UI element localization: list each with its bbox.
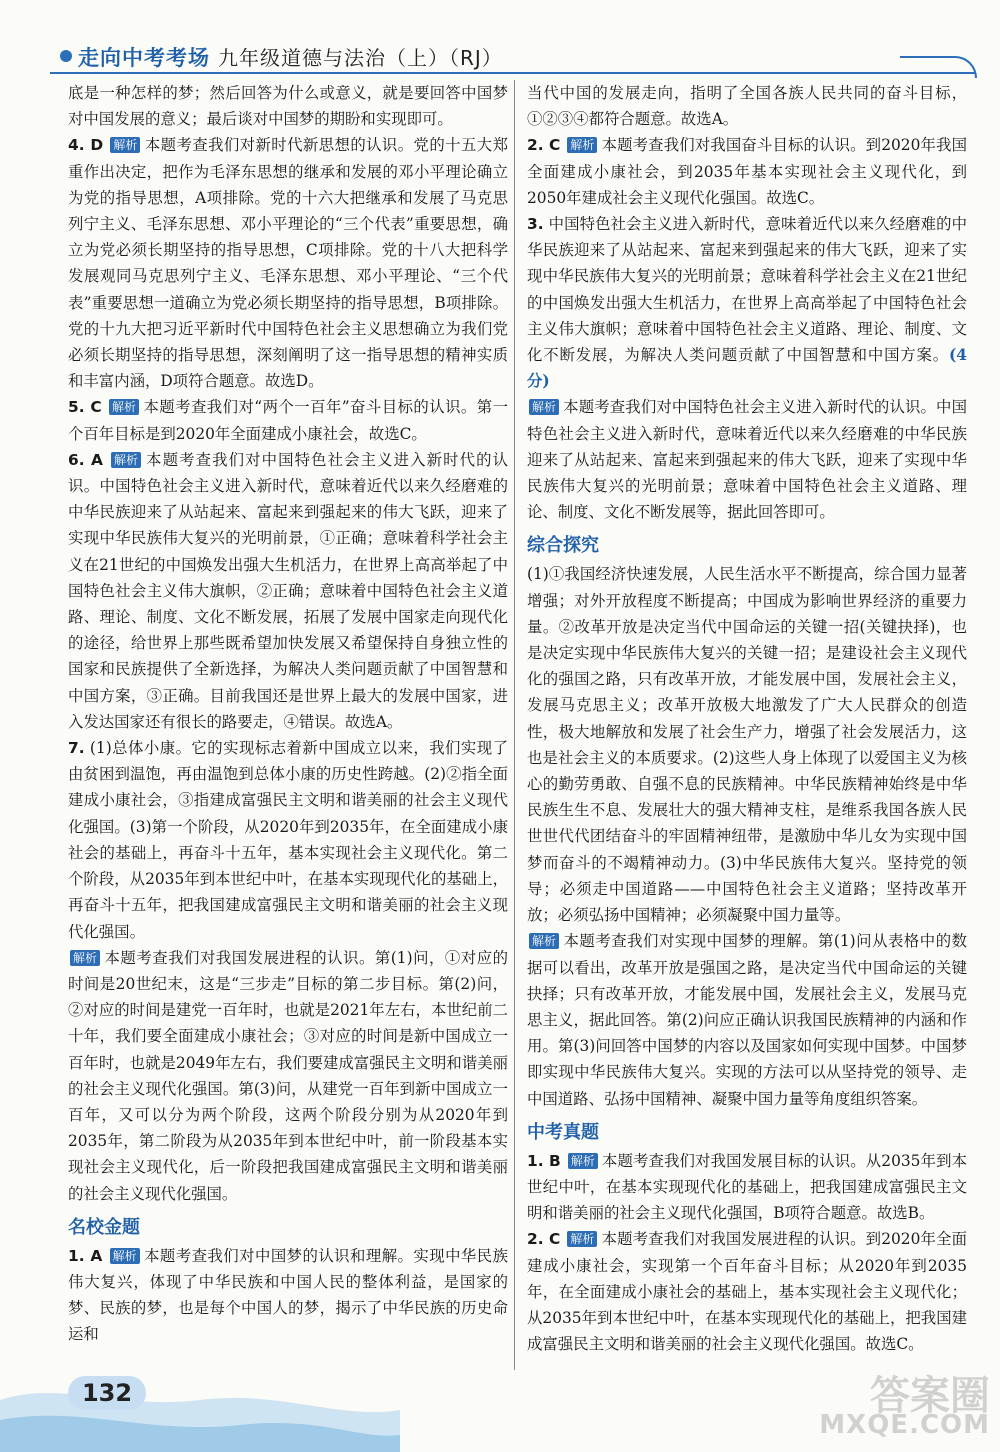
zh-analysis (527, 928, 967, 1111)
watermark-bottom-text: MXQE.COM (819, 1410, 990, 1440)
answer-text: 本题考查我们对中国梦的认识和理解。实现中华民族伟大复兴，体现了中华民族和中国人民的整体利益，是国家的梦、民族的梦，也是每个中国人的梦，揭示了中华民族的历史命运和 (68, 1246, 508, 1344)
answer-7-analysis (68, 945, 508, 1207)
analysis-text: 本题考查我们对中国特色社会主义进入新时代的认识。中国特色社会主义进入新时代，意味着近代以来久经磨难的中华民族迎来了从站起来、富起来到强起来的伟大飞跃，迎来了实现中华民族伟大复兴的光明前景；意味着中国特色社会主义道路、理论、制度、文化不断发展等，据此回答即可。 (527, 398, 967, 522)
analysis-tag: 解析 (567, 1231, 597, 1247)
footer-wave-decoration (0, 1380, 400, 1452)
answer-number: 2. C (527, 1230, 561, 1249)
answer-number: 1. A (68, 1246, 103, 1265)
answer-number: 6. A (68, 450, 103, 469)
book-subtitle: 九年级道德与法治（上）（RJ） (218, 46, 503, 70)
answer-4 (68, 132, 508, 394)
bullet-dot-icon (60, 50, 72, 62)
answer-text: 本题考查我们对“两个一百年”奋斗目标的认识。第一个百年目标是到2020年全面建成小康社会，故选C。 (68, 398, 508, 443)
watermark-top-text: 答案圈 (870, 1373, 990, 1419)
zk-answer-1 (527, 1148, 967, 1227)
analysis-tag: 解析 (70, 950, 100, 966)
zh-answer: (1)①我国经济快速发展，人民生活水平不断提高，综合国力显著增强；对外开放程度不断提高；中国成为影响世界经济的重要力量。②改革开放是决定当代中国命运的关键一招(关键抉择)，也是决定实现中华民族伟大复兴的关键一招；是建设社会主义现代化的强国之路，只有改革开放，才能发展中国，发展社会主义，发展马克思主义；改革开放极大地激发了广大人民群众的创造性，极大地解放和发展了社会生产力，增强了社会发展活力，这也是社会主义的本质要求。(2)这些人身上体现了以爱国主义为核心的勤劳勇敢、自强不息的民族精神。中华民族精神始终是中华民族生生不息、发展壮大的强大精神支柱，是维系我国各族人民世世代代团结奋斗的牢固精神纽带，是激励中华儿女为实现中国梦而奋斗的不竭精神动力。(3)中华民族伟大复兴。坚持党的领导；必须走中国道路——中国特色社会主义道路；坚持改革开放；必须弘扬中国精神；必须凝聚中国力量等。 (527, 565, 967, 925)
section-heading-zkzt: 中考真题 (527, 1121, 599, 1143)
answer-5 (68, 394, 508, 446)
right-column (527, 80, 967, 1357)
answer-number: 2. C (527, 136, 561, 155)
answer-text: 中国特色社会主义进入新时代，意味着近代以来久经磨难的中华民族迎来了从站起来、富起来到强起来的伟大飞跃，迎来了实现中华民族伟大复兴的光明前景；意味着科学社会主义在21世纪的中国焕发出强大生机活力，在世界上高高举起了中国特色社会主义伟大旗帜；意味着中国特色社会主义道路、理论、制度、文化不断发展，为解决人类问题贡献了中国智慧和中国方案。 (527, 215, 967, 365)
section-heading-zhtj: 综合探究 (527, 535, 599, 557)
answer-6 (68, 447, 508, 735)
mx-answer-2 (527, 132, 967, 211)
answer-number: 3. (527, 215, 544, 234)
analysis-tag: 解析 (529, 933, 559, 949)
book-title (78, 42, 503, 72)
header-curve-decoration (900, 56, 977, 78)
score-label: (4分) (527, 346, 967, 391)
analysis-tag: 解析 (529, 399, 559, 415)
answer-number: 1. B (527, 1151, 561, 1170)
left-column (68, 80, 508, 1348)
continued-text: 当代中国的发展走向，指明了全国各族人民共同的奋斗目标，①②③④都符合题意。故选A。 (527, 84, 967, 129)
answer-text: (1)总体小康。它的实现标志着新中国成立以来，我们实现了由贫困到温饱，再由温饱到总体小康的历史性跨越。(2)②指全面建成小康社会，③指建成富强民主文明和谐美丽的社会主义现代化强国。(3)第一个阶段，从2020年到2035年，在全面建成小康社会的基础上，再奋斗十五年，基本实现社会主义现代化。第二个阶段，从2035年到本世纪中叶，在基本实现现代化的基础上，再奋斗十五年，把我国建成富强民主文明和谐美丽的社会主义现代化强国。 (68, 739, 508, 941)
analysis-tag: 解析 (111, 452, 141, 468)
answer-text: 本题考查我们对我国发展进程的认识。到2020年全面建成小康社会，实现第一个百年奋斗目标；从2020年到2035年，在全面建成小康社会的基础上，基本实现社会主义现代化；从2035年到本世纪中叶，在基本实现现代化的基础上，把我国建成富强民主文明和谐美丽的社会主义现代化强国。故选C。 (527, 1230, 967, 1354)
answer-text: 本题考查我们对我国奋斗目标的认识。到2020年我国全面建成小康社会，到2035年基本实现社会主义现代化，到2050年建成社会主义现代化强国。故选C。 (527, 136, 967, 207)
answer-7 (68, 735, 508, 945)
mx-answer-1 (68, 1243, 508, 1348)
analysis-tag: 解析 (568, 1153, 598, 1169)
section-heading-mxjt: 名校金题 (68, 1216, 140, 1238)
column-divider (514, 80, 515, 1370)
book-title-text: 走向中考考场 (78, 46, 210, 70)
analysis-text: 本题考查我们对实现中国梦的理解。第(1)问从表格中的数据可以看出，改革开放是强国之路，是决定当代中国命运的关键抉择；只有改革开放，才能发展中国，发展社会主义，发展马克思主义，据此回答。第(2)问应正确认识我国民族精神的内涵和作用。第(3)问回答中国梦的内容以及国家如何实现中国梦。中国梦即实现中华民族伟大复兴。实现的方法可以从坚持党的领导、走中国道路、弘扬中国精神、凝聚中国力量等角度组织答案。 (527, 932, 967, 1108)
analysis-text: 本题考查我们对我国发展进程的认识。第(1)问，①对应的时间是20世纪末，这是“三步走”目标的第二步目标。第(2)问，②对应的时间是建党一百年时，也就是2021年左右，本世纪前二十年，我们要全面建成小康社会；③对应的时间是新中国成立一百年时，也就是2049年左右，我们要建成富强民主文明和谐美丽的社会主义现代化强国。第(3)问，从建党一百年到新中国成立一百年，又可以分为两个阶段，这两个阶段分别为从2020年到2035年，第二阶段为从2035年到本世纪中叶，前一阶段基本实现社会主义现代化，后一阶段把我国建成富强民主文明和谐美丽的社会主义现代化强国。 (68, 948, 508, 1203)
analysis-tag: 解析 (110, 1248, 140, 1264)
continued-text: 底是一种怎样的梦；然后回答为什么或意义，就是要回答中国梦对中国发展的意义；最后谈对中国梦的期盼和实现即可。 (68, 84, 508, 129)
page-number: 132 (68, 1376, 146, 1410)
answer-text: 本题考查我们对我国发展目标的认识。从2035年到本世纪中叶，在基本实现现代化的基础上，把我国建成富强民主文明和谐美丽的社会主义现代化强国，B项符合题意。故选B。 (527, 1151, 967, 1223)
zk-answer-2 (527, 1226, 967, 1357)
answer-number: 4. D (68, 136, 104, 155)
answer-number: 5. C (68, 398, 102, 417)
page-header (0, 0, 1000, 78)
watermark-logo (820, 1364, 990, 1444)
header-rule (50, 72, 975, 74)
mx-answer-3-analysis (527, 394, 967, 525)
answer-text: 本题考查我们对中国特色社会主义进入新时代的认识。中国特色社会主义进入新时代，意味着近代以来久经磨难的中华民族迎来了从站起来、富起来到强起来的伟大飞跃，迎来了实现中华民族伟大复兴的光明前景，①正确；意味着科学社会主义在21世纪的中国焕发出强大生机活力，在世界上高高举起了中国特色社会主义伟大旗帜，②正确；意味着中国特色社会主义道路、理论、制度、文化不断发展，拓展了发展中国家走向现代化的途径，给世界上那些既希望加快发展又希望保持自身独立性的国家和民族提供了全新选择，为解决人类问题贡献了中国智慧和中国方案，③正确。目前我国还是世界上最大的发展中国家，进入发达国家还有很长的路要走，④错误。故选A。 (68, 450, 508, 731)
mx-answer-3 (527, 211, 967, 394)
answer-text: 本题考查我们对新时代新思想的认识。党的十五大郑重作出决定，把作为毛泽东思想的继承和发展的邓小平理论确立为党的指导思想，A项排除。党的十六大把继承和发展了马克思列宁主义、毛泽东思想、邓小平理论的“三个代表”重要思想，确立为党必须长期坚持的指导思想，C项排除。党的十八大把科学发展观同马克思列宁主义、毛泽东思想、邓小平理论、“三个代表”重要思想一道确立为党必须长期坚持的指导思想，B项排除。党的十九大把习近平新时代中国特色社会主义思想确立为我们党必须长期坚持的指导思想，深刻阐明了这一指导思想的精神实质和丰富内涵，D项符合题意。故选D。 (68, 136, 508, 391)
analysis-tag: 解析 (109, 399, 139, 415)
answer-number: 7. (68, 739, 85, 758)
analysis-tag: 解析 (567, 137, 597, 153)
analysis-tag: 解析 (110, 137, 140, 153)
